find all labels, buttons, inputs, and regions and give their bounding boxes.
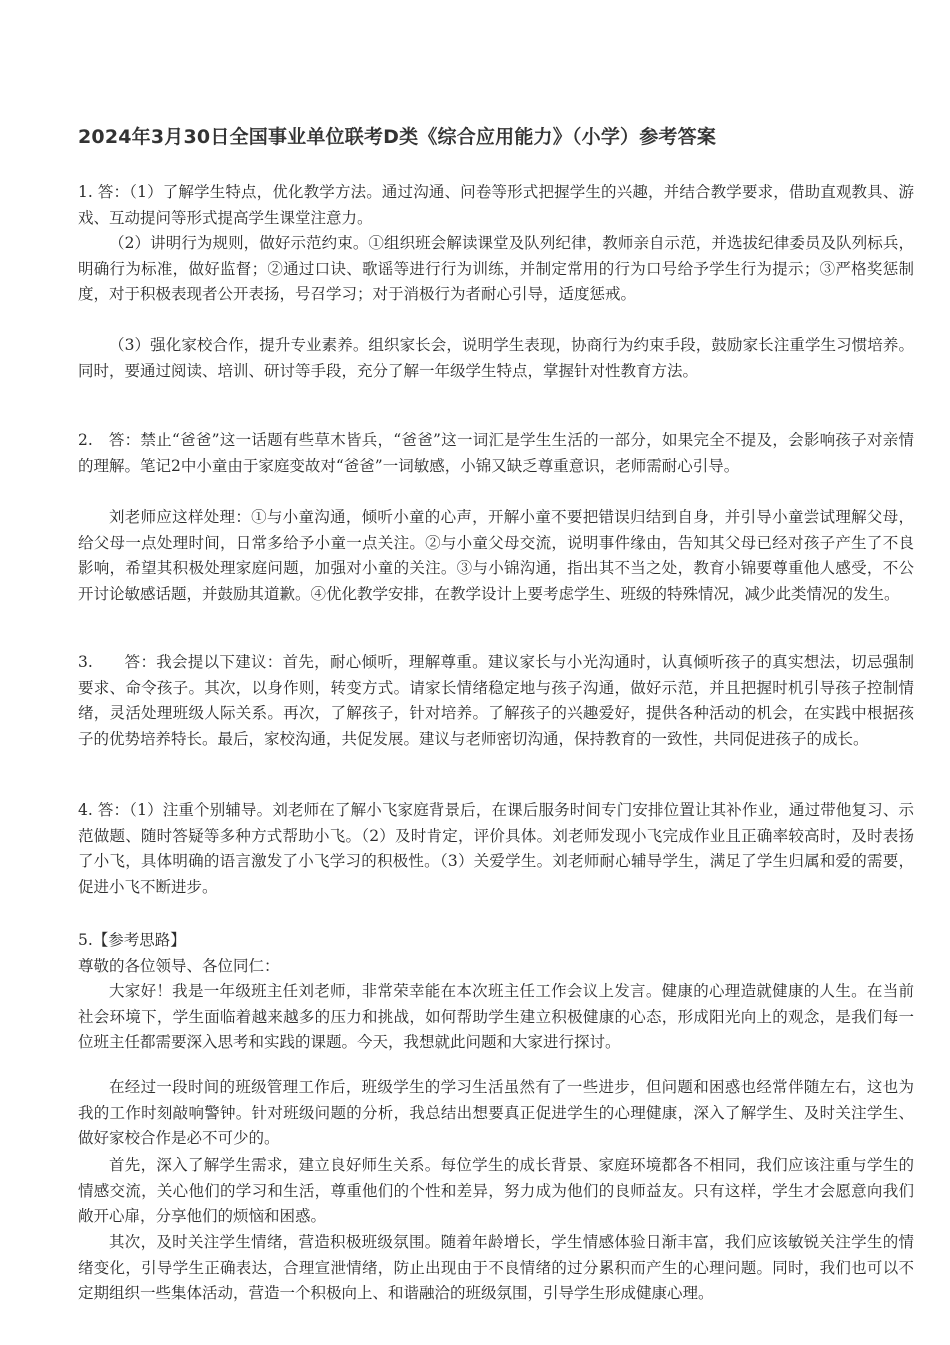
answer-1-paragraph-2: （2）讲明行为规则，做好示范约束。①组织班会解读课堂及队列纪律，教师亲自示范，并选拔纪律委员及队列标兵，明确行为标准，做好监督；②通过口诀、歌谣等进行行为训练，并制定常用的行为口号给予学生行为提示；③严格奖惩制度，对于积极表现者公开表扬，号召学习；对于消极行为者耐心引导，适度惩戒。 bbox=[78, 234, 914, 303]
speech-greeting: 尊敬的各位领导、各位同仁： bbox=[78, 957, 280, 975]
answer-1-paragraph-3: （3）强化家校合作，提升专业素养。组织家长会，说明学生表现，协商行为约束手段，鼓励家长注重学生习惯培养。同时，要通过阅读、培训、研讨等手段，充分了解一年级学生特点，掌握针对性教育方法。 bbox=[78, 336, 914, 380]
answer-2-paragraph-1: 2. 答：禁止“爸爸”这一话题有些草木皆兵，“爸爸”这一词汇是学生生活的一部分，如果完全不提及，会影响孩子对亲情的理解。笔记2中小童由于家庭变故对“爸爸”一词敏感，小锦又缺乏尊重意识，老师需耐心引导。 bbox=[78, 431, 914, 475]
answer-3-paragraph-1: 3. 答：我会提以下建议：首先，耐心倾听，理解尊重。建议家长与小光沟通时，认真倾听孩子的真实想法，切忌强制要求、命令孩子。其次，以身作则，转变方式。请家长情绪稳定地与孩子沟通，做好示范，并且把握时机引导孩子控制情绪，灵活处理班级人际关系。再次，了解孩子，针对培养。了解孩子的兴趣爱好，提供各种活动的机会，在实践中根据孩子的优势培养特长。最后，家校沟通，共促发展。建议与老师密切沟通，保持教育的一致性，共同促进孩子的成长。 bbox=[78, 653, 914, 748]
answer-2-paragraph-2: 刘老师应这样处理：①与小童沟通，倾听小童的心声，开解小童不要把错误归结到自身，并引导小童尝试理解父母，给父母一点处理时间，日常多给予小童一点关注。②与小童父母交流，说明事件缘由，告知其父母已经对孩子产生了不良影响，希望其积极处理家庭问题，加强对小童的关注。③与小锦沟通，指出其不当之处，教育小锦要尊重他人感受，不公开讨论敏感话题，并鼓励其道歉。④优化教学安排，在教学设计上要考虑学生、班级的特殊情况，减少此类情况的发生。 bbox=[78, 508, 914, 603]
document-title: 2024年3月30日全国事业单位联考D类《综合应用能力》（小学）参考答案 bbox=[78, 126, 717, 148]
answer-5-heading: 5.【参考思路】 bbox=[78, 931, 186, 949]
speech-paragraph-1: 大家好！我是一年级班主任刘老师，非常荣幸能在本次班主任工作会议上发言。健康的心理造就健康的人生。在当前社会环境下，学生面临着越来越多的压力和挑战，如何帮助学生建立积极健康的心态，形成阳光向上的观念，是我们每一位班主任都需要深入思考和实践的课题。今天，我想就此问题和大家进行探讨。 bbox=[78, 982, 914, 1051]
answer-4-paragraph-1: 4. 答：（1）注重个别辅导。刘老师在了解小飞家庭背景后，在课后服务时间专门安排位置让其补作业，通过带他复习、示范做题、随时答疑等多种方式帮助小飞。（2）及时肯定，评价具体。刘老师发现小飞完成作业且正确率较高时，及时表扬了小飞，具体明确的语言激发了小飞学习的积极性。（3）关爱学生。刘老师耐心辅导学生，满足了学生归属和爱的需要，促进小飞不断进步。 bbox=[78, 801, 914, 896]
speech-paragraph-4: 其次，及时关注学生情绪，营造积极班级氛围。随着年龄增长，学生情感体验日渐丰富，我们应该敏锐关注学生的情绪变化，引导学生正确表达，合理宣泄情绪，防止出现由于不良情绪的过分累积而产生的心理问题。同时，我们也可以不定期组织一些集体活动，营造一个积极向上、和谐融洽的班级氛围，引导学生形成健康心理。 bbox=[78, 1233, 914, 1302]
speech-paragraph-3: 首先，深入了解学生需求，建立良好师生关系。每位学生的成长背景、家庭环境都各不相同，我们应该注重与学生的情感交流，关心他们的学习和生活，尊重他们的个性和差异，努力成为他们的良师益友。只有这样，学生才会愿意向我们敞开心扉，分享他们的烦恼和困惑。 bbox=[78, 1156, 914, 1225]
speech-paragraph-2: 在经过一段时间的班级管理工作后，班级学生的学习生活虽然有了一些进步，但问题和困惑也经常伴随左右，这也为我的工作时刻敲响警钟。针对班级问题的分析，我总结出想要真正促进学生的心理健康，深入了解学生、及时关注学生、做好家校合作是必不可少的。 bbox=[78, 1078, 914, 1147]
answer-1-paragraph-1: 1. 答：（1）了解学生特点，优化教学方法。通过沟通、问卷等形式把握学生的兴趣，并结合教学要求，借助直观教具、游戏、互动提问等形式提高学生课堂注意力。 bbox=[78, 183, 914, 227]
